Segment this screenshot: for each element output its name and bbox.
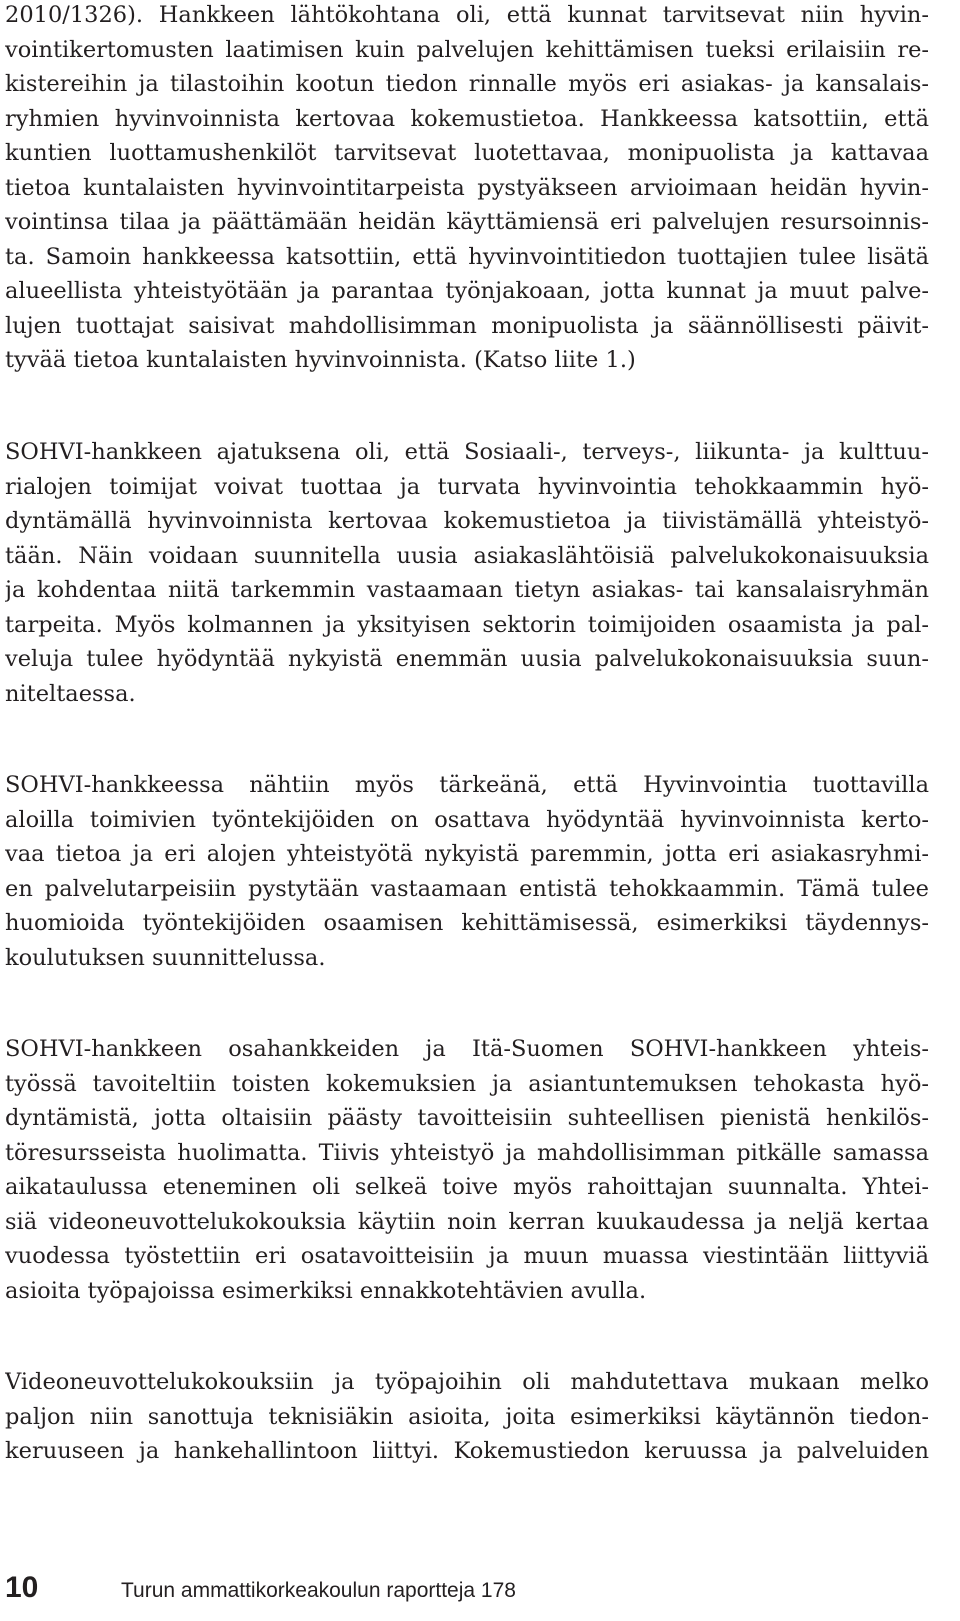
paragraph-3-line-5: huomioida työntekijöiden osaamisen kehittämisessä, esimerkiksi täydennys-: [5, 910, 929, 936]
paragraph-1-line-3: kistereihin ja tilastoihin kootun tiedon rinnalle myös eri asiakas- ja kansalais-: [5, 71, 929, 97]
paragraph-1-line-1: 2010/1326). Hankkeen lähtökohtana oli, että kunnat tarvitsevat niin hyvin-: [5, 2, 929, 28]
paragraph-4-line-6: siä videoneuvottelukokouksia käytiin noin kerran kuukaudessa ja neljä kertaa: [5, 1208, 929, 1235]
page-footer: [5, 1568, 929, 1608]
paragraph-3-line-2: aloilla toimivien työntekijöiden on osattava hyödyntää hyvinvoinnista kerto-: [5, 806, 929, 833]
paragraph-3-line-4: en palvelutarpeisiin pystytään vastaamaan entistä tehokkaammin. Tämä tulee: [5, 875, 929, 902]
paragraph-1-line-9: alueellista yhteistyötään ja parantaa työnjakoaan, jotta kunnat ja muut palve-: [5, 278, 929, 304]
paragraph-5-line-2: paljon niin sanottuja teknisiäkin asioita, joita esimerkiksi käytännön tiedon-: [5, 1403, 929, 1430]
paragraph-3-line-6: koulutuksen suunnittelussa.: [5, 944, 326, 971]
paragraph-1-line-2: vointikertomusten laatimisen kuin palvelujen kehittämisen tueksi erilaisiin re-: [5, 36, 929, 63]
paragraph-2-line-2: rialojen toimijat voivat tuottaa ja turvata hyvinvointia tehokkaammin hyö-: [5, 473, 929, 500]
paragraph-1-line-4: ryhmien hyvinvoinnista kertovaa kokemustietoa. Hankkeessa katsottiin, että: [5, 105, 929, 132]
publication-title: Turun ammattikorkeakoulun raportteja 178: [121, 1579, 516, 1602]
paragraph-1-line-7: vointinsa tilaa ja päättämään heidän käyttämiensä eri palvelujen resursoinnis-: [5, 209, 929, 235]
paragraph-5-line-3: keruuseen ja hankehallintoon liittyi. Kokemustiedon keruussa ja palveluiden: [5, 1438, 929, 1464]
paragraph-1-line-5: kuntien luottamushenkilöt tarvitsevat luotettavaa, monipuolista ja kattavaa: [5, 140, 929, 166]
paragraph-2-line-1: SOHVI-hankkeen ajatuksena oli, että Sosiaali-, terveys-, liikunta- ja kulttuu-: [5, 439, 929, 465]
paragraph-2-line-8: niteltaessa.: [5, 680, 136, 707]
paragraph-4-line-4: töresursseista huolimatta. Tiivis yhteistyö ja mahdollisimman pitkälle samassa: [5, 1139, 929, 1166]
paragraph-1-line-11: tyvää tietoa kuntalaisten hyvinvoinnista. (Katso liite 1.): [5, 347, 636, 373]
paragraph-4-line-5: aikataulussa eteneminen oli selkeä toive myös rahoittajan suunnalta. Yhtei-: [5, 1174, 929, 1200]
paragraph-2-line-4: tään. Näin voidaan suunnitella uusia asiakaslähtöisiä palvelukokonaisuuksia: [5, 542, 929, 569]
paragraph-3-line-1: SOHVI-hankkeessa nähtiin myös tärkeänä, että Hyvinvointia tuottavilla: [5, 772, 929, 798]
paragraph-4-line-2: työssä tavoiteltiin toisten kokemuksien ja asiantuntemuksen tehokasta hyö-: [5, 1070, 929, 1097]
paragraph-2-line-7: veluja tulee hyödyntää nykyistä enemmän uusia palvelukokonaisuuksia suun-: [5, 646, 929, 672]
paragraph-2-line-3: dyntämällä hyvinvoinnista kertovaa kokemustietoa ja tiivistämällä yhteistyö-: [5, 508, 929, 534]
paragraph-4-line-7: vuodessa työstettiin eri osatavoitteisiin ja muun muassa viestintään liittyviä: [5, 1243, 929, 1269]
paragraph-4-line-1: SOHVI-hankkeen osahankkeiden ja Itä-Suomen SOHVI-hankkeen yhteis-: [5, 1036, 929, 1062]
paragraph-5-line-1: Videoneuvottelukokouksiin ja työpajoihin oli mahdutettava mukaan melko: [5, 1369, 929, 1395]
paragraph-2-line-6: tarpeita. Myös kolmannen ja yksityisen sektorin toimijoiden osaamista ja pal-: [5, 611, 929, 638]
paragraph-4-line-3: dyntämistä, jotta oltaisiin päästy tavoitteisiin suhteellisen pienistä henkilös-: [5, 1105, 929, 1131]
paragraph-4-line-8: asioita työpajoissa esimerkiksi ennakkotehtävien avulla.: [5, 1277, 647, 1304]
paragraph-2-line-5: ja kohdentaa niitä tarkemmin vastaamaan tietyn asiakas- tai kansalaisryhmän: [5, 577, 929, 603]
page-number: 10: [5, 1571, 39, 1604]
paragraph-3-line-3: vaa tietoa ja eri alojen yhteistyötä nykyistä paremmin, jotta eri asiakasryhmi-: [5, 841, 929, 867]
paragraph-1-line-8: ta. Samoin hankkeessa katsottiin, että hyvinvointitiedon tuottajien tulee lisätä: [5, 243, 929, 270]
paragraph-1-line-10: lujen tuottajat saisivat mahdollisimman monipuolista ja säännöllisesti päivit-: [5, 312, 929, 339]
paragraph-1-line-6: tietoa kuntalaisten hyvinvointitarpeista pystyäkseen arvioimaan heidän hyvin-: [5, 174, 929, 201]
